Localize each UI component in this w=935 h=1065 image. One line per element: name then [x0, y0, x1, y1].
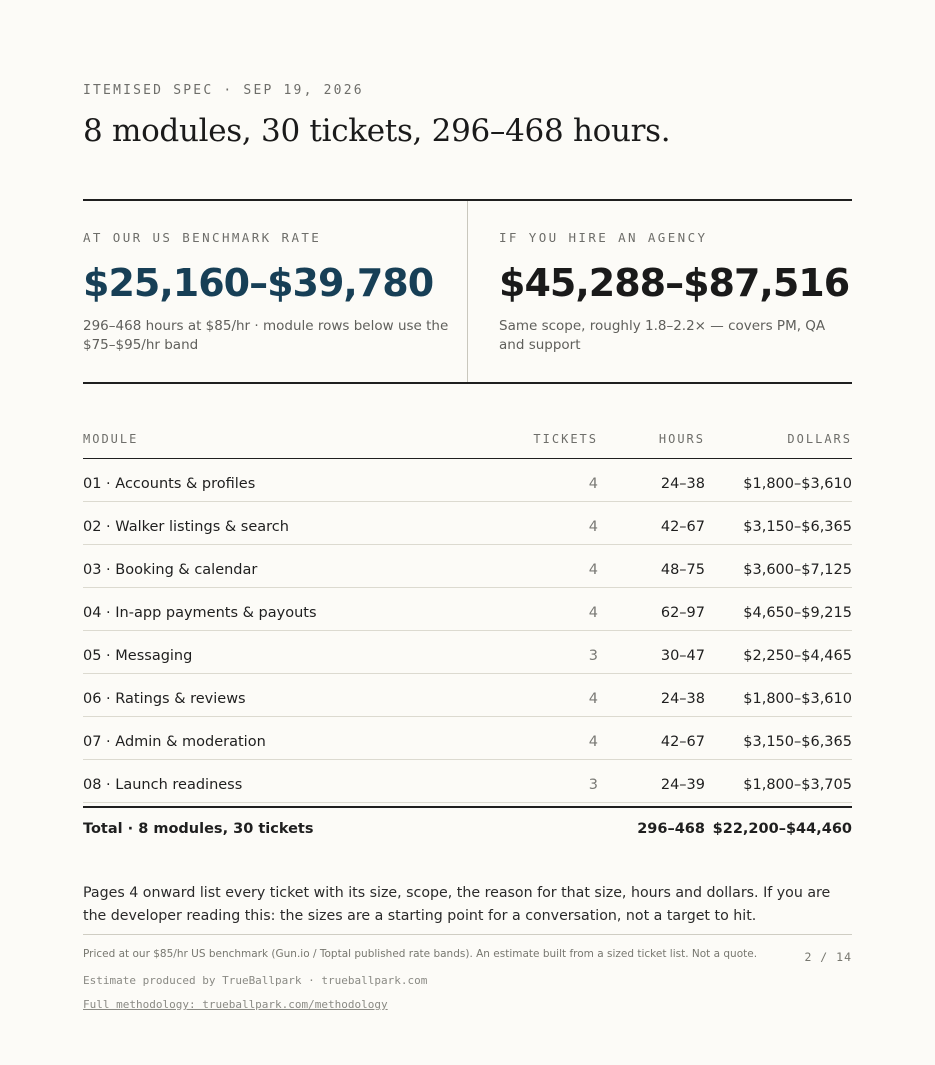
- module-table: [83, 425, 852, 852]
- row-module: 07 · Admin & moderation: [83, 734, 266, 750]
- document-eyebrow: ITEMISED SPEC · SEP 19, 2026: [83, 83, 364, 98]
- row-dollars: $3,150–$6,365: [743, 734, 852, 750]
- table-row: [83, 760, 852, 803]
- row-tickets: 4: [588, 734, 598, 750]
- row-tickets: 4: [588, 476, 598, 492]
- producer-credit: Estimate produced by TrueBallpark · trueballpark.com: [83, 974, 428, 987]
- row-hours: 42–67: [660, 519, 705, 535]
- total-hours: 296–468: [637, 821, 705, 837]
- row-hours: 24–38: [660, 691, 705, 707]
- row-hours: 48–75: [660, 562, 705, 578]
- methodology-link[interactable]: Full methodology: trueballpark.com/methodology: [83, 998, 388, 1011]
- total-dollars: $22,200–$44,460: [712, 821, 852, 837]
- agency-amount: $45,288–$87,516: [499, 261, 850, 305]
- agency-note: Same scope, roughly 1.8–2.2× — covers PM, QA and support: [499, 318, 826, 353]
- page-number: 2 / 14: [804, 950, 852, 964]
- row-hours: 62–97: [660, 605, 705, 621]
- table-row: [83, 674, 852, 717]
- row-module: 08 · Launch readiness: [83, 777, 243, 793]
- header-dollars: DOLLARS: [787, 432, 852, 446]
- row-module: 03 · Booking & calendar: [83, 562, 258, 578]
- pricing-disclaimer: Priced at our $85/hr US benchmark (Gun.io / Toptal published rate bands). An estimate built from a sized ticket list. Not a quote.: [83, 948, 758, 960]
- footer-divider: [83, 934, 852, 935]
- summary-divider: [467, 201, 468, 382]
- row-tickets: 4: [588, 519, 598, 535]
- header-hours: HOURS: [658, 432, 705, 446]
- row-tickets: 4: [588, 691, 598, 707]
- row-dollars: $4,650–$9,215: [743, 605, 852, 621]
- row-dollars: $1,800–$3,610: [743, 476, 852, 492]
- row-module: 01 · Accounts & profiles: [83, 476, 256, 492]
- row-dollars: $1,800–$3,705: [743, 777, 852, 793]
- row-hours: 24–39: [660, 777, 705, 793]
- table-row: [83, 588, 852, 631]
- total-label: Total · 8 modules, 30 tickets: [83, 821, 314, 837]
- table-header: [83, 425, 852, 459]
- table-row: [83, 545, 852, 588]
- row-module: 02 · Walker listings & search: [83, 519, 289, 535]
- row-tickets: 3: [588, 648, 598, 664]
- agency-label: IF YOU HIRE AN AGENCY: [499, 230, 708, 245]
- row-hours: 24–38: [660, 476, 705, 492]
- page-title: 8 modules, 30 tickets, 296–468 hours.: [83, 113, 671, 149]
- table-row: [83, 631, 852, 674]
- row-tickets: 3: [588, 777, 598, 793]
- table-row: [83, 717, 852, 760]
- table-row: [83, 502, 852, 545]
- table-total-row: [83, 806, 852, 852]
- intro-paragraph: Pages 4 onward list every ticket with its size, scope, the reason for that size, hours and dollars. If you are the developer reading this: the sizes are a starting point for a conversation, not a target to hit.: [83, 885, 831, 924]
- benchmark-amount: $25,160–$39,780: [83, 261, 434, 305]
- price-summary: [83, 199, 852, 384]
- header-tickets: TICKETS: [533, 432, 598, 446]
- row-dollars: $3,150–$6,365: [743, 519, 852, 535]
- row-tickets: 4: [588, 605, 598, 621]
- row-dollars: $1,800–$3,610: [743, 691, 852, 707]
- row-tickets: 4: [588, 562, 598, 578]
- row-dollars: $2,250–$4,465: [743, 648, 852, 664]
- benchmark-label: AT OUR US BENCHMARK RATE: [83, 230, 322, 245]
- row-module: 05 · Messaging: [83, 648, 193, 664]
- row-hours: 42–67: [660, 734, 705, 750]
- header-module: MODULE: [83, 432, 139, 446]
- row-hours: 30–47: [660, 648, 705, 664]
- row-module: 04 · In-app payments & payouts: [83, 605, 317, 621]
- row-dollars: $3,600–$7,125: [743, 562, 852, 578]
- table-row: [83, 459, 852, 502]
- benchmark-note: 296–468 hours at $85/hr · module rows below use the $75–$95/hr band: [83, 318, 449, 353]
- row-module: 06 · Ratings & reviews: [83, 691, 246, 707]
